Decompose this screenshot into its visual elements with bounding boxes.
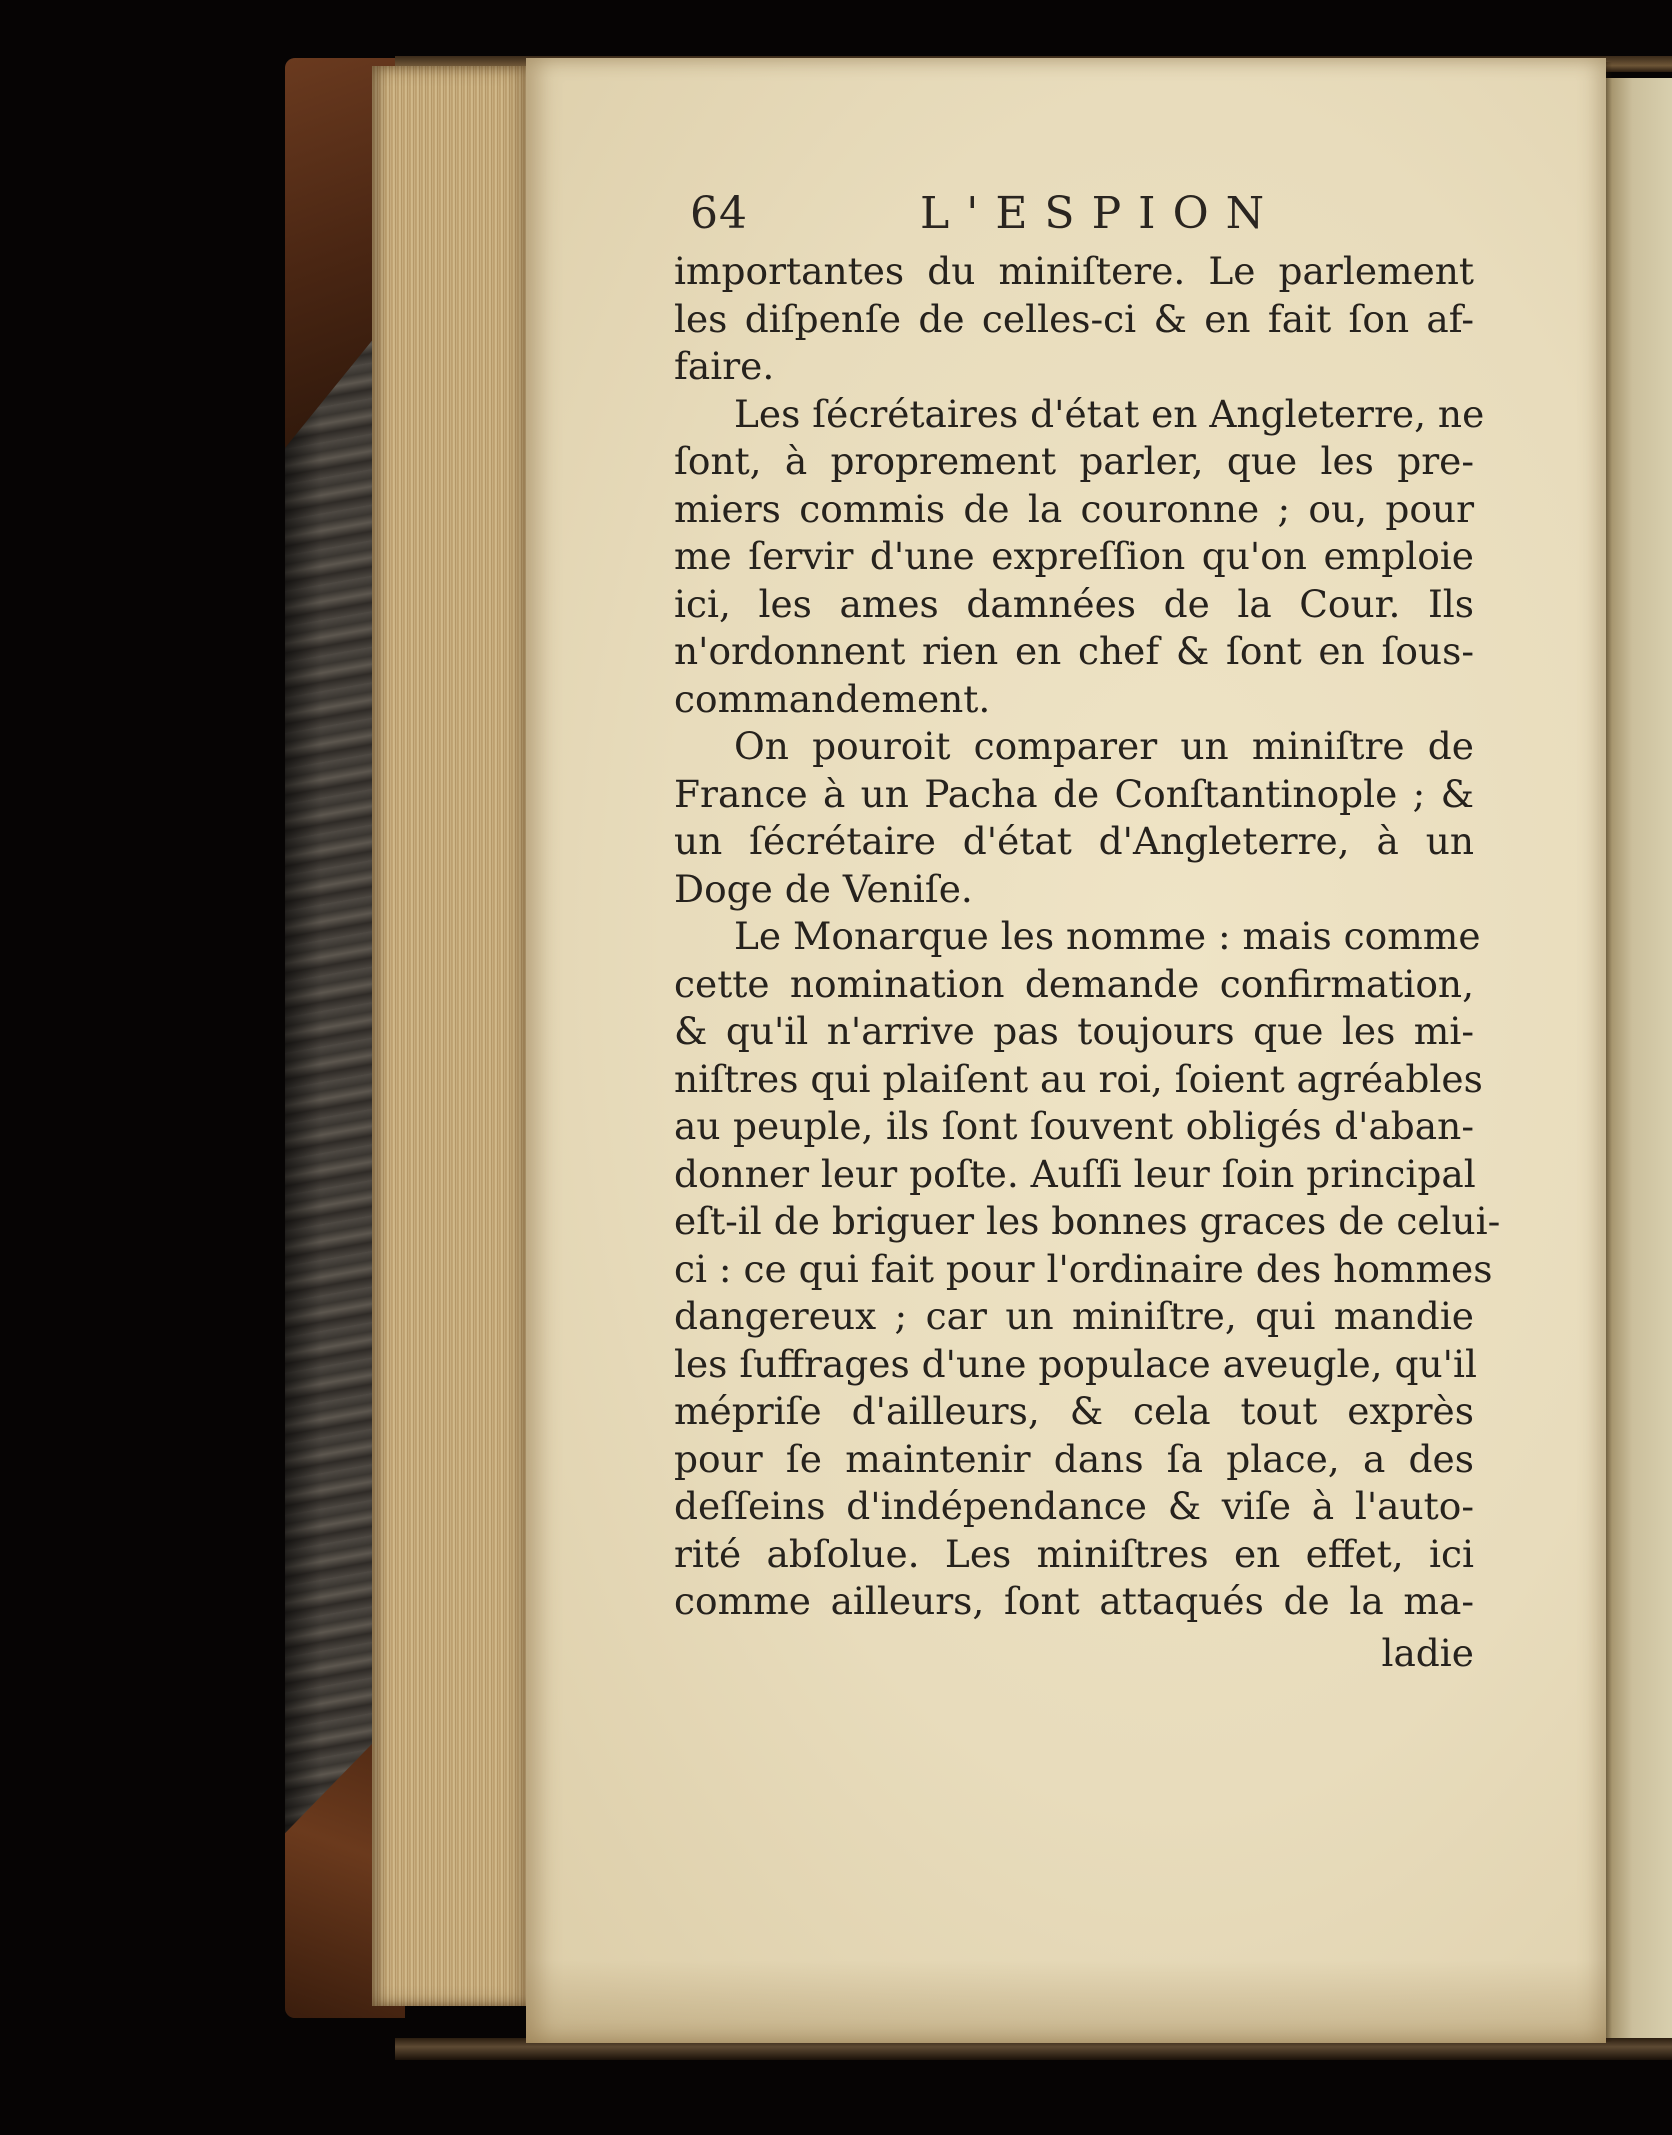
text-line: & qu'il n'arrive pas toujours que les mi- (674, 1009, 1474, 1053)
text-line: les ſuffrages d'une populace aveugle, qu'il (674, 1341, 1477, 1386)
text-line: miers commis de la couronne ; ou, pour (674, 486, 1474, 531)
next-page-edge (1606, 78, 1672, 2038)
catchword: ladie (1381, 1630, 1474, 1675)
text-line: Doge de Veniſe. (674, 866, 973, 911)
text-line: niſtres qui plaiſent au roi, ſoient agréables (674, 1056, 1483, 1101)
text-line: les diſpenſe de celles-ci & en fait ſon af- (674, 296, 1474, 341)
text-line: mépriſe d'ailleurs, & cela tout exprès (674, 1389, 1474, 1433)
text-line: importantes du miniſtere. Le parlement (674, 249, 1474, 293)
text-line: un ſécrétaire d'état d'Angleterre, à un (674, 819, 1474, 863)
text-line: dangereux ; car un miniſtre, qui mandie (674, 1294, 1474, 1338)
page-header (690, 188, 1310, 248)
text-line: deſſeins d'indépendance & viſe à l'auto- (674, 1484, 1474, 1528)
running-title: L'ESPION (920, 188, 1282, 239)
text-line: comme ailleurs, ſont attaqués de la ma- (674, 1579, 1474, 1623)
text-line: pour ſe maintenir dans ſa place, a des (674, 1436, 1474, 1481)
text-line: ci : ce qui fait pour l'ordinaire des hommes (674, 1246, 1493, 1291)
page-number: 64 (690, 188, 748, 239)
body-text (674, 248, 1501, 1677)
text-line: faire. (674, 344, 775, 388)
text-line: France à un Pacha de Conſtantinople ; & (674, 771, 1474, 816)
page-fore-edge (372, 66, 532, 2006)
paragraph-start-line: Le Monarque les nomme : mais comme (734, 914, 1481, 958)
text-line: donner leur poſte. Auſſi leur ſoin principal (674, 1151, 1476, 1196)
text-line: cette nomination demande confirmation, (674, 961, 1474, 1006)
text-line: commandement. (674, 676, 991, 721)
text-line: eſt-il de briguer les bonnes graces de celui- (674, 1199, 1501, 1243)
text-line: ſont, à proprement parler, que les pre- (674, 439, 1474, 483)
text-line: rité abſolue. Les miniſtres en effet, ici (674, 1531, 1474, 1576)
paragraph-start-line: On pouroit comparer un miniſtre de (734, 724, 1474, 768)
text-line: me ſervir d'une expreſſion qu'on emploie (674, 534, 1474, 578)
text-line: au peuple, ils ſont ſouvent obligés d'aban- (674, 1104, 1474, 1148)
text-line: ici, les ames damnées de la Cour. Ils (674, 581, 1474, 626)
page-bottom-shadow (526, 1960, 1606, 2043)
paragraph-start-line: Les ſécrétaires d'état en Angleterre, ne (734, 391, 1485, 436)
text-line: n'ordonnent rien en chef & ſont en ſous- (674, 629, 1474, 673)
